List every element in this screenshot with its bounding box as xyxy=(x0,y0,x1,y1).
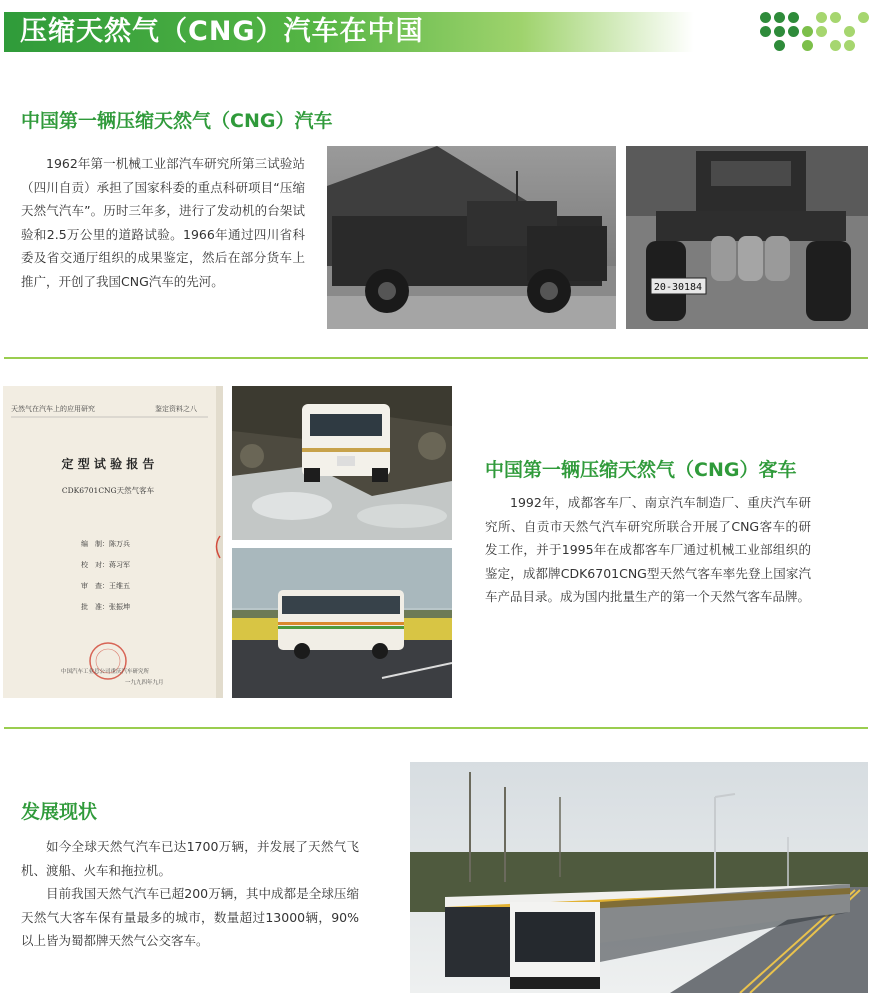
doc-footer-org: 中国汽车工业总公司重庆汽车研究所 xyxy=(61,669,150,675)
doc-row: 批 准：张振坤 xyxy=(81,603,130,611)
doc-footer-date: 一九九四年九月 xyxy=(125,680,164,686)
decorative-dots xyxy=(760,10,880,54)
truck-front-photo xyxy=(626,146,868,329)
doc-subtitle: CDK6701CNG天然气客车 xyxy=(61,486,155,495)
section2-title: 中国第一辆压缩天然气（CNG）客车 xyxy=(485,459,797,481)
section3-paragraph: 目前我国天然气汽车已超200万辆，其中成都是全球压缩天然气大客车保有量最多的城市，数量超过13000辆，90%以上皆为蜀都牌天然气公交客车。 xyxy=(21,886,359,948)
section3-title: 发展现状 xyxy=(21,801,98,823)
license-plate: 20-30184 xyxy=(653,282,703,293)
page-title: 压缩天然气（CNG）汽车在中国 xyxy=(20,16,424,47)
section-divider xyxy=(4,357,868,359)
doc-row: 审 查：王维五 xyxy=(81,582,130,590)
truck-side-photo xyxy=(327,146,616,329)
section3-text xyxy=(21,835,359,953)
section2-text xyxy=(485,491,811,609)
section2-paragraph: 1992年，成都客车厂、南京汽车制造厂、重庆汽车研究所、自贡市天然气汽车研究所联合开展了CNG客车的研发工作，并于1995年在成都客车厂通过机械工业部组织的鉴定，成都牌CDK6701CNG型天然气客车率先登上国家汽车产品目录。成为国内批量生产的第一个天然气客车品牌。 xyxy=(485,495,811,604)
minibus-river-photo xyxy=(232,386,452,540)
section-divider xyxy=(4,727,868,729)
doc-header-left: 天然气在汽车上的应用研究 xyxy=(11,405,95,413)
minibus-road-photo xyxy=(232,548,452,698)
doc-row: 校 对：蒋习军 xyxy=(81,561,130,569)
section1-text xyxy=(21,152,305,293)
section1-title: 中国第一辆压缩天然气（CNG）汽车 xyxy=(21,110,333,132)
doc-row: 编 制：陈万兵 xyxy=(81,540,130,548)
cng-bus-fleet-photo xyxy=(410,762,868,993)
doc-title: 定 型 试 验 报 告 xyxy=(61,457,155,471)
test-report-document xyxy=(3,386,223,698)
section1-paragraph: 1962年第一机械工业部汽车研究所第三试验站（四川自贡）承担了国家科委的重点科研项目“压缩天然气汽车”。历时三年多，进行了发动机的台架试验和2.5万公里的道路试验。1966年通过四川省科委及省交通厅组织的成果鉴定，然后在部分货车上推广，开创了我国CNG汽车的先河。 xyxy=(21,156,305,289)
doc-header-right: 鉴定资料之八 xyxy=(155,405,197,413)
section3-paragraph: 如今全球天然气汽车已达1700万辆，并发展了天然气飞机、渡船、火车和拖拉机。 xyxy=(21,839,359,878)
